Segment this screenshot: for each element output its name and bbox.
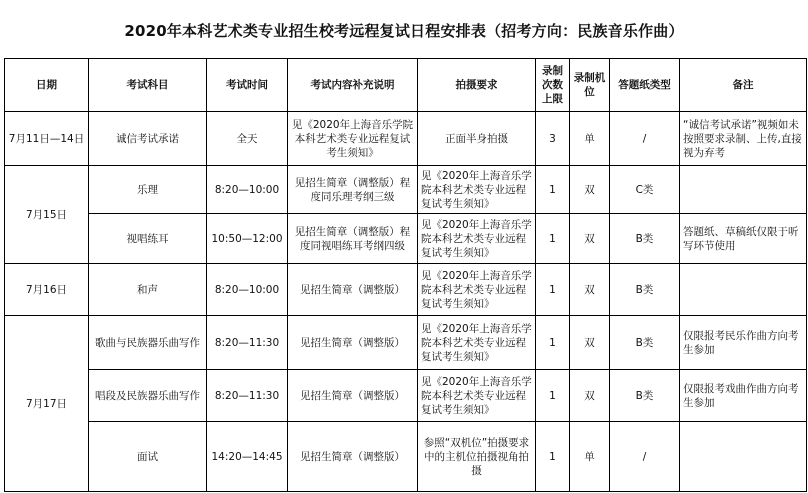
- cell-note: [680, 422, 807, 492]
- cell-subject: 歌曲与民族器乐曲写作: [89, 316, 207, 370]
- cell-record-limit: 1: [536, 422, 570, 492]
- header-note: 备注: [680, 59, 807, 112]
- cell-content: 见《2020年上海音乐学院本科艺术类专业远程复试考生须知》: [288, 112, 418, 166]
- cell-shooting: 见《2020年上海音乐学院本科艺术类专业远程复试考生须知》: [418, 370, 536, 422]
- cell-time: 14:20—14:45: [207, 422, 288, 492]
- cell-paper-type: B类: [610, 264, 680, 316]
- cell-record-limit: 1: [536, 370, 570, 422]
- cell-record-position: 双: [570, 264, 610, 316]
- cell-paper-type: B类: [610, 214, 680, 264]
- cell-time: 8:20—11:30: [207, 316, 288, 370]
- cell-record-position: 单: [570, 422, 610, 492]
- cell-shooting: 见《2020年上海音乐学院本科艺术类专业远程复试考生须知》: [418, 214, 536, 264]
- cell-subject: 和声: [89, 264, 207, 316]
- cell-paper-type: /: [610, 112, 680, 166]
- page-title: 2020年本科艺术类专业招生校考远程复试日程安排表（招考方向：民族音乐作曲）: [124, 22, 684, 40]
- cell-date: 7月16日: [5, 264, 89, 316]
- cell-paper-type: B类: [610, 316, 680, 370]
- cell-paper-type: /: [610, 422, 680, 492]
- header-date: 日期: [5, 59, 89, 112]
- cell-note: 仅限报考民乐作曲方向考生参加: [680, 316, 807, 370]
- table-row: [5, 264, 807, 316]
- table-row: [5, 422, 807, 492]
- cell-record-limit: 1: [536, 214, 570, 264]
- cell-record-limit: 3: [536, 112, 570, 166]
- table-row: [5, 370, 807, 422]
- cell-record-limit: 1: [536, 264, 570, 316]
- cell-subject: 面试: [89, 422, 207, 492]
- table-header-row: [5, 59, 807, 112]
- cell-record-position: 双: [570, 370, 610, 422]
- header-paper-type: 答题纸类型: [610, 59, 680, 112]
- cell-record-position: 双: [570, 166, 610, 214]
- table-row: [5, 112, 807, 166]
- cell-note: [680, 166, 807, 214]
- cell-record-position: 双: [570, 316, 610, 370]
- table-row: [5, 316, 807, 370]
- cell-note: 答题纸、草稿纸仅限于听写环节使用: [680, 214, 807, 264]
- cell-shooting: 正面半身拍摄: [418, 112, 536, 166]
- cell-paper-type: C类: [610, 166, 680, 214]
- cell-content: 见招生简章（调整版）: [288, 316, 418, 370]
- header-record-limit: 录制次数上限: [536, 59, 570, 112]
- cell-date: 7月17日: [5, 316, 89, 492]
- header-subject: 考试科目: [89, 59, 207, 112]
- cell-time: 8:20—11:30: [207, 370, 288, 422]
- schedule-table: [4, 58, 807, 492]
- header-record-position: 录制机位: [570, 59, 610, 112]
- cell-record-position: 双: [570, 214, 610, 264]
- header-content: 考试内容补充说明: [288, 59, 418, 112]
- cell-note: [680, 264, 807, 316]
- cell-time: 10:50—12:00: [207, 214, 288, 264]
- cell-date: 7月15日: [5, 166, 89, 264]
- cell-paper-type: B类: [610, 370, 680, 422]
- cell-time: 8:20—10:00: [207, 166, 288, 214]
- cell-record-limit: 1: [536, 316, 570, 370]
- cell-shooting: 见《2020年上海音乐学院本科艺术类专业远程复试考生须知》: [418, 264, 536, 316]
- cell-subject: 唱段及民族器乐曲写作: [89, 370, 207, 422]
- cell-shooting: 见《2020年上海音乐学院本科艺术类专业远程复试考生须知》: [418, 166, 536, 214]
- table-row: [5, 166, 807, 214]
- header-time: 考试时间: [207, 59, 288, 112]
- cell-content: 见招生简章（调整版）: [288, 422, 418, 492]
- cell-subject: 视唱练耳: [89, 214, 207, 264]
- cell-record-limit: 1: [536, 166, 570, 214]
- cell-content: 见招生简章（调整版）程度同视唱练耳考纲四级: [288, 214, 418, 264]
- cell-content: 见招生简章（调整版）程度同乐理考纲三级: [288, 166, 418, 214]
- cell-content: 见招生简章（调整版）: [288, 264, 418, 316]
- cell-content: 见招生简章（调整版）: [288, 370, 418, 422]
- cell-date: 7月11日—14日: [5, 112, 89, 166]
- cell-record-position: 单: [570, 112, 610, 166]
- cell-subject: 乐理: [89, 166, 207, 214]
- cell-note: “诚信考试承诺”视频如未按照要求录制、上传,直接视为弃考: [680, 112, 807, 166]
- cell-subject: 诚信考试承诺: [89, 112, 207, 166]
- cell-shooting: 见《2020年上海音乐学院本科艺术类专业远程复试考生须知》: [418, 316, 536, 370]
- header-shooting: 拍摄要求: [418, 59, 536, 112]
- cell-note: 仅限报考戏曲作曲方向考生参加: [680, 370, 807, 422]
- cell-time: 全天: [207, 112, 288, 166]
- table-row: [5, 214, 807, 264]
- cell-shooting: 参照“双机位”拍摄要求中的主机位拍摄视角拍摄: [418, 422, 536, 492]
- cell-time: 8:20—10:00: [207, 264, 288, 316]
